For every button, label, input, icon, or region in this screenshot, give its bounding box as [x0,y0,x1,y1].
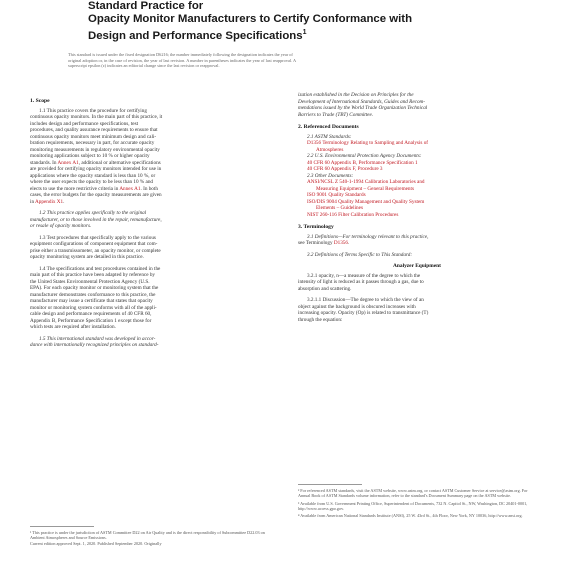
text-line: main part of this practice have been adapted by reference by [30,272,156,278]
epa-documents-label: 2.2 U.S. Environmental Protection Agency Documents: [307,153,422,159]
iso-9004-link[interactable]: ISO/DIS 9004 Quality Management and Quality System [307,198,425,205]
scope-continuation [298,92,536,118]
text-fragment: . In both [140,185,158,192]
footnote-3: ³ Available from U.S. Government Printing Office, Superintendent of Documents, 732 N. Capitol St., NW, Washington, DC 20401-0001, http://www.access.gpo.gov. [298,500,528,511]
d1356-link[interactable]: D1356 [307,140,322,146]
paragraph-1-5 [30,336,268,349]
text-line: Barriers to Trade (TBT) Committee. [298,111,374,118]
text-line: absorption and scattering. [298,285,352,292]
text-line: 1.4 The specifications and test procedures contained in the [39,265,161,272]
text-line: monitoring measurements in regulatory environmental opacity [30,146,160,153]
section-heading-referenced-documents: 2. Referenced Documents [298,124,359,130]
text-line: prise either a transmissometer, an opacity monitor, or complete [30,247,161,254]
text-fragment: elects to use the more restrictive criteria in [30,185,120,192]
appendix-x1-link[interactable]: Appendix X1 [35,198,64,205]
text-line: object against the background is obscured increases with [298,303,416,310]
text-line: continuous opacity monitors. In the main part of this practice, it [30,114,163,120]
paragraph-1-3 [30,235,268,261]
section-heading-terminology: 3. Terminology [298,224,334,230]
cfr-procedure3-link[interactable]: 40 CFR 60 Appendix F, Procedure 3 [307,166,383,172]
text-line: through the equation: [298,316,343,323]
footnote-edition: Current edition approved Sept. 1, 2020. Published September 2020. Originally [30,540,162,546]
text-fragment: see Terminology [298,240,334,246]
iso-9004-link-cont[interactable]: Elements – Guidelines [316,205,363,211]
other-documents-label: 2.3 Other Documents: [307,172,354,179]
definition-3-2-1 [298,273,536,293]
right-footnotes [298,478,536,518]
text-line: 1.1 This practice covers the procedure for certifying [39,107,147,114]
text-line: Development of International Standards, Guides and Recom- [298,98,426,105]
annex-a1-link[interactable]: Annex A1 [119,185,141,192]
astm-standards-label: 2.1 ASTM Standards: [307,133,352,140]
text-line: manufacturer, or to those involved in the repair, remanufacture, [30,216,162,223]
text-line: 1.3 Test procedures that specifically apply to the various [39,234,156,241]
footnote-divider [298,484,362,485]
text-line: manufacturer may issue a certificate that states that opacity [30,298,153,304]
footnote-1: ¹ This practice is under the jurisdiction of ASTM Committee D22 on Air Quality and is the direct responsibility of Subcommittee D22.03 on Ambient Atmospheres and Source Emissions. [30,530,265,541]
text-line: 1.5 This international standard was developed in accor- [39,335,156,342]
paragraph-1-1 [30,108,268,206]
preamble-line: This standard is issued under the fixed designation D6216; the number immediately following the designation indicates the year of [68,52,293,57]
iso-9001-link[interactable]: ISO 9001 Quality Standards [307,192,366,198]
preamble-line: original adoption or, in the case of revision, the year of last revision. A number in parentheses indicates the year of last reapproval. A [68,57,297,63]
paragraph-1-4 [30,266,268,331]
text-line: equipment configurations of component equipment that com- [30,241,158,247]
text-line: monitoring applications subject to 10 % or higher opacity [30,153,150,159]
text-line: manufacturer demonstrates conformance to this practice, the [30,291,156,298]
text-line: dance with internationally recognized principles on standard- [30,342,159,348]
text-line: are provided for certifying opacity monitors intended for use in [30,166,162,172]
title-line-3 [88,26,528,43]
title-line-3-text: Design and Performance Specifications [88,29,303,42]
text-fragment: . [347,240,350,246]
analyzer-equipment-heading: Analyzer Equipment [393,263,441,269]
left-footnotes [30,520,268,546]
right-column [298,92,536,323]
title-footnote-mark: 1 [302,29,307,36]
text-line: procedures, and quality assurance requirements to ensure that [30,127,158,133]
text-line: cases, the error budgets for the opacity measurements are given [30,192,162,198]
paragraph-1-2 [30,210,268,230]
text-line: 3.2.1.1 Discussion—The degree to which the view of an [307,297,424,303]
text-line: where the user expects the opacity to be less than 10 % and [30,179,154,185]
text-line: EPA). For each opacity monitor or monitoring system that the [30,285,159,291]
text-line: 3.2.1 opacity, n—a measure of the degree to which the [307,272,421,279]
text-line: 1.2 This practice applies specifically to the original [39,210,147,216]
text-line: 3.2 Definitions of Terms Specific to This Standard: [307,251,413,258]
text-line: or resale of opacity monitors. [30,223,92,229]
footnote-divider [30,526,94,527]
text-line: includes design and performance specifications, test [30,120,139,127]
preamble-line: superscript epsilon (ε) indicates an editorial change since the last revision or reapproval. [68,63,220,69]
text-line: monitor or monitoring system conforms with all of the appli- [30,304,157,311]
text-fragment: , additional or alternative specifications [78,159,161,166]
document-title [88,0,528,43]
discussion-3-2-1-1 [298,297,536,323]
text-fragment: standards. In [30,159,58,166]
nist-260-116-link[interactable]: NIST 260-116 Filter Calibration Procedures [307,211,399,218]
d1356-title-link[interactable]: Terminology Relating to Sampling and Analysis of [321,140,429,146]
text-fragment: . [63,198,65,205]
text-line: opacity monitoring system are detailed in this practice. [30,254,144,260]
d1356-title-cont[interactable]: Atmospheres [316,146,344,153]
title-line-1: Standard Practice for [88,0,204,12]
text-line: applications where the opacity standard is less than 10 %, or [30,172,156,179]
d1356-link[interactable]: D1356 [333,240,348,246]
text-line: mendations issued by the World Trade Organization Technical [298,105,428,111]
text-line: Appendix B, Performance Specification 1 except those for [30,317,152,324]
text-line: continuous opacity monitors meet minimum design and cali- [30,133,157,140]
text-line: intensity of light is reduced as it passes through a gas, due to [298,279,424,285]
footnote-4: ⁴ Available from American National Standards Institute (ANSI), 25 W. 43rd St., 4th Floor, New York, NY 10036, http://www.ansi.org. [298,513,523,519]
text-line: bration requirements, necessary in part, for accurate opacity [30,140,155,146]
text-line: 3.1 Definitions—For terminology relevant to this practice, [307,233,429,240]
title-line-2: Opacity Monitor Manufacturers to Certify Conformance with [88,13,413,25]
ansi-ncsl-link[interactable]: ANSI/NCSL Z 540-1-1994 Calibration Laboratories and [307,179,425,185]
cfr-ps1-link[interactable]: 40 CFR 60 Appendix B, Performance Specification 1 [307,159,418,166]
ansi-ncsl-link-cont[interactable]: Measuring Equipment – General Requirements [316,185,414,192]
left-column [30,92,268,349]
text-line: increasing opacity. Opacity (Op) is related to transmittance (T) [298,310,429,316]
designation-preamble [68,52,528,69]
annex-a1-link[interactable]: Annex A1 [57,159,79,166]
footnote-2: ² For referenced ASTM standards, visit the ASTM website, www.astm.org, or contact ASTM Customer Service at service@astm.org. For Annual Book of ASTM Standards volume information, refer to the standard's Document Summary page on the ASTM website. [298,488,528,499]
text-line: which tests are required after installation. [30,324,116,330]
text-line: cable design and performance requirements of 40 CFR 60, [30,311,152,317]
text-line: ization established in the Decision on Principles for the [298,92,414,98]
text-fragment: in [30,198,36,205]
section-heading-scope: 1. Scope [30,98,50,104]
text-line: the United States Environmental Protection Agency (U.S. [30,278,150,285]
